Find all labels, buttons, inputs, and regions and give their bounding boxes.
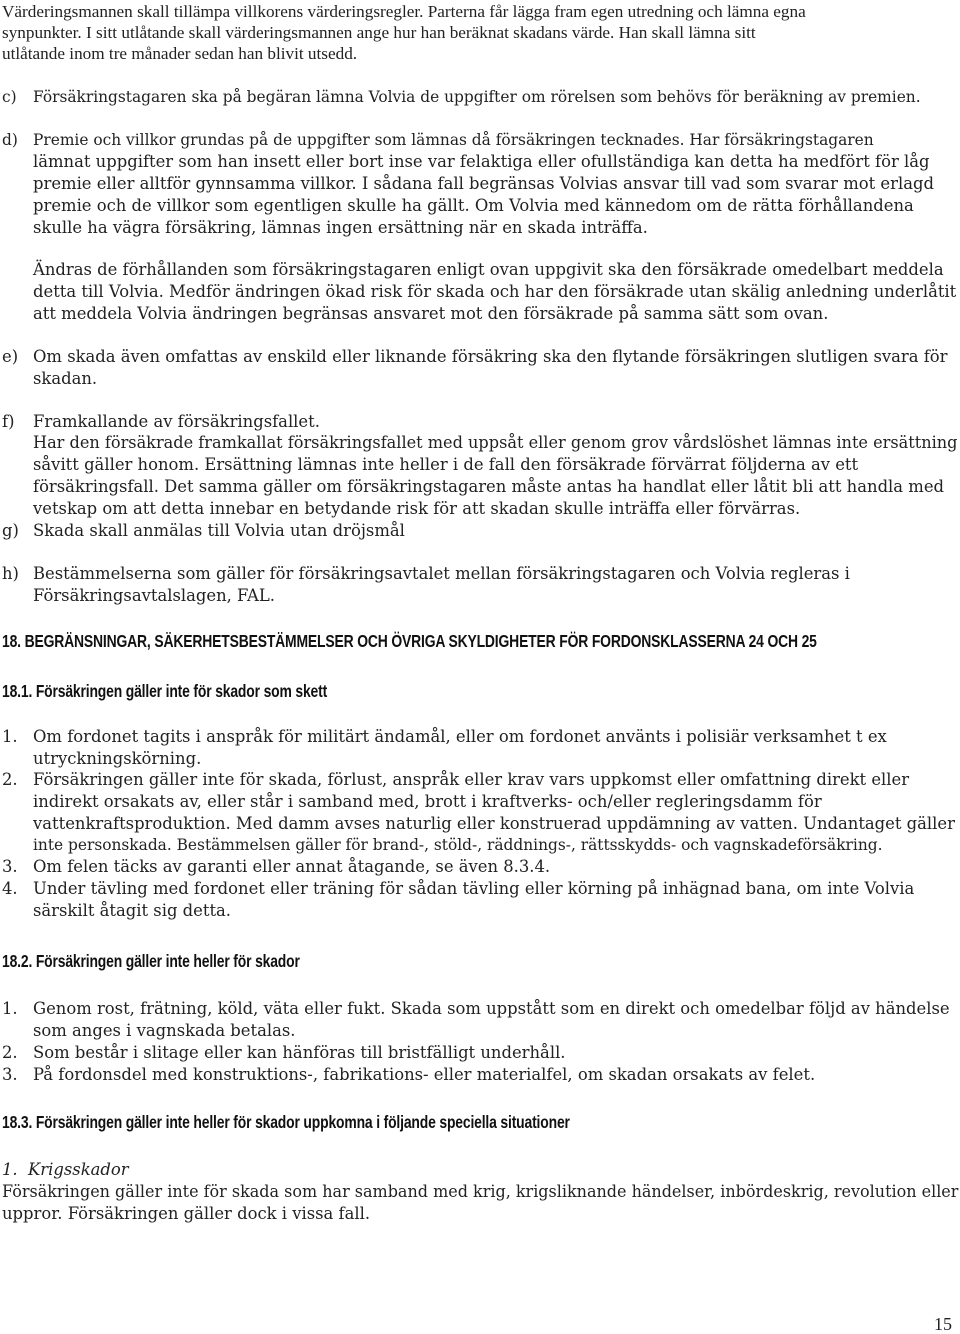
item-e-marker: e) [2, 347, 19, 366]
section-18-heading: 18. BEGRÄNSNINGAR, SÄKERHETSBESTÄMMELSER OCH ÖVRIGA SKYLDIGHETER FÖR FORDONSKLASSERNA 24 OCH 25 [2, 631, 817, 651]
item-d2-text: att meddela Volvia ändringen begränsas ansvaret mot den försäkrade på samma sätt som ovan. [33, 304, 829, 323]
list-number: 2. [2, 770, 18, 789]
section-18-1-heading: 18.1. Försäkringen gäller inte för skador som skett [2, 681, 328, 701]
item-f-text: Har den försäkrade framkallat försäkringsfallet med uppsåt eller genom grov vårdslöshet lämnas inte ersättning [33, 433, 958, 452]
list-item-text: Om felen täcks av garanti eller annat åtagande, se även 8.3.4. [33, 857, 551, 876]
list-number: 4. [2, 879, 18, 898]
list-item-text: vattenkraftsproduktion. Med damm avses naturlig eller konstruerad uppdämning av vatten. Undantaget gäller [33, 814, 955, 833]
item-h-text: Försäkringsavtalslagen, FAL. [33, 586, 275, 605]
list-item-text: särskilt åtagit sig detta. [33, 901, 232, 920]
list-item-text: utryckningskörning. [33, 749, 202, 768]
list-item-text: Som består i slitage eller kan hänföras till bristfälligt underhåll. [33, 1043, 566, 1062]
list-item-text: inte personskada. Bestämmelsen gäller för brand-, stöld-, räddnings-, rättsskydds- och vagnskadeförsäkring. [33, 836, 883, 854]
list-item-text: Om fordonet tagits i anspråk för militärt ändamål, eller om fordonet använts i polisiär verksamhet t ex [33, 727, 887, 746]
paragraph-line: uppror. Försäkringen gäller dock i vissa fall. [2, 1204, 371, 1223]
item-c-text: Försäkringstagaren ska på begäran lämna Volvia de uppgifter om rörelsen som behövs för beräkning av premien. [33, 88, 921, 106]
list-number: 1. [2, 727, 18, 746]
item-h-marker: h) [2, 564, 19, 583]
item-c-marker: c) [2, 88, 17, 106]
item-d-text: Premie och villkor grundas på de uppgifter som lämnas då försäkringen tecknades. Har försäkringstagaren [33, 131, 874, 149]
item-d2-text: detta till Volvia. Medför ändringen ökad risk för skada och har den försäkrade utan skälig anledning underlåtit [33, 282, 957, 301]
item-d-text: premie eller alltför gynnsamma villkor. I sådana fall begränsas Volvias ansvar till vad som svarar mot erlagd [33, 174, 934, 193]
list-item-text: Genom rost, frätning, köld, väta eller fukt. Skada som uppstått som en direkt och omedelbar följd av händelse [33, 999, 950, 1018]
intro-line: synpunkter. I sitt utlåtande skall värderingsmannen ange hur han beräknat skadans värde. Han skall lämna sitt [2, 23, 756, 42]
list-item-text: indirekt orsakats av, eller står i samband med, brott i kraftverks- och/eller regleringsdamm för [33, 792, 822, 811]
item-h-text: Bestämmelserna som gäller för försäkringsavtalet mellan försäkringstagaren och Volvia regleras i [33, 564, 850, 583]
list-number: 3. [2, 857, 18, 876]
subsection-title: 1. Krigsskador [2, 1160, 129, 1179]
item-f-text: vetskap om att detta innebar en betydande risk för att skadan skulle inträffa eller förvärras. [33, 499, 801, 518]
item-d-marker: d) [2, 131, 18, 149]
item-f-text: såvitt gäller honom. Ersättning lämnas inte heller i de fall den försäkrade förvärrat följderna av ett [33, 455, 859, 474]
item-d-text: lämnat uppgifter som han insett eller bort inse var felaktiga eller ofullständiga kan detta ha medfört för låg [33, 152, 930, 171]
list-number: 2. [2, 1043, 18, 1062]
list-number: 1. [2, 999, 18, 1018]
page-number: 15 [934, 1314, 952, 1334]
section-18-2-heading: 18.2. Försäkringen gäller inte heller för skador [2, 951, 300, 971]
item-g-text: Skada skall anmälas till Volvia utan dröjsmål [33, 521, 405, 540]
item-e-text: Om skada även omfattas av enskild eller liknande försäkring ska den flytande försäkringen slutligen svara för [33, 347, 948, 366]
intro-line: Värderingsmannen skall tillämpa villkorens värderingsregler. Parterna får lägga fram egen utredning och lämna egna [2, 2, 806, 21]
item-f-text: Framkallande av försäkringsfallet. [33, 412, 320, 431]
item-g-marker: g) [2, 521, 19, 540]
list-number: 3. [2, 1065, 18, 1084]
item-d-text: skulle ha vägra försäkring, lämnas ingen ersättning när en skada inträffa. [33, 218, 648, 237]
paragraph-line: Försäkringen gäller inte för skada som har samband med krig, krigsliknande händelser, inbördeskrig, revolution eller [2, 1182, 959, 1201]
item-e-text: skadan. [33, 369, 98, 388]
list-item-text: Försäkringen gäller inte för skada, förlust, anspråk eller krav vars uppkomst eller omfattning direkt eller [33, 770, 910, 789]
item-d2-text: Ändras de förhållanden som försäkringstagaren enligt ovan uppgivit ska den försäkrade omedelbart meddela [33, 260, 944, 279]
list-item-text: Under tävling med fordonet eller träning för sådan tävling eller körning på inhägnad bana, om inte Volvia [33, 879, 915, 898]
item-f-text: försäkringsfall. Det samma gäller om försäkringstagaren måste antas ha handlat eller låtit bli att handla med [33, 477, 945, 496]
list-item-text: På fordonsdel med konstruktions-, fabrikations- eller materialfel, om skadan orsakats av felet. [33, 1065, 816, 1084]
intro-line: utlåtande inom tre månader sedan han blivit utsedd. [2, 44, 358, 63]
list-item-text: som anges i vagnskada betalas. [33, 1021, 296, 1040]
item-d-text: premie och de villkor som egentligen skulle ha gällt. Om Volvia med kännedom om de rätta förhållandena [33, 196, 914, 215]
item-f-marker: f) [2, 412, 15, 431]
section-18-3-heading: 18.3. Försäkringen gäller inte heller för skador uppkomna i följande speciella situationer [2, 1112, 570, 1132]
